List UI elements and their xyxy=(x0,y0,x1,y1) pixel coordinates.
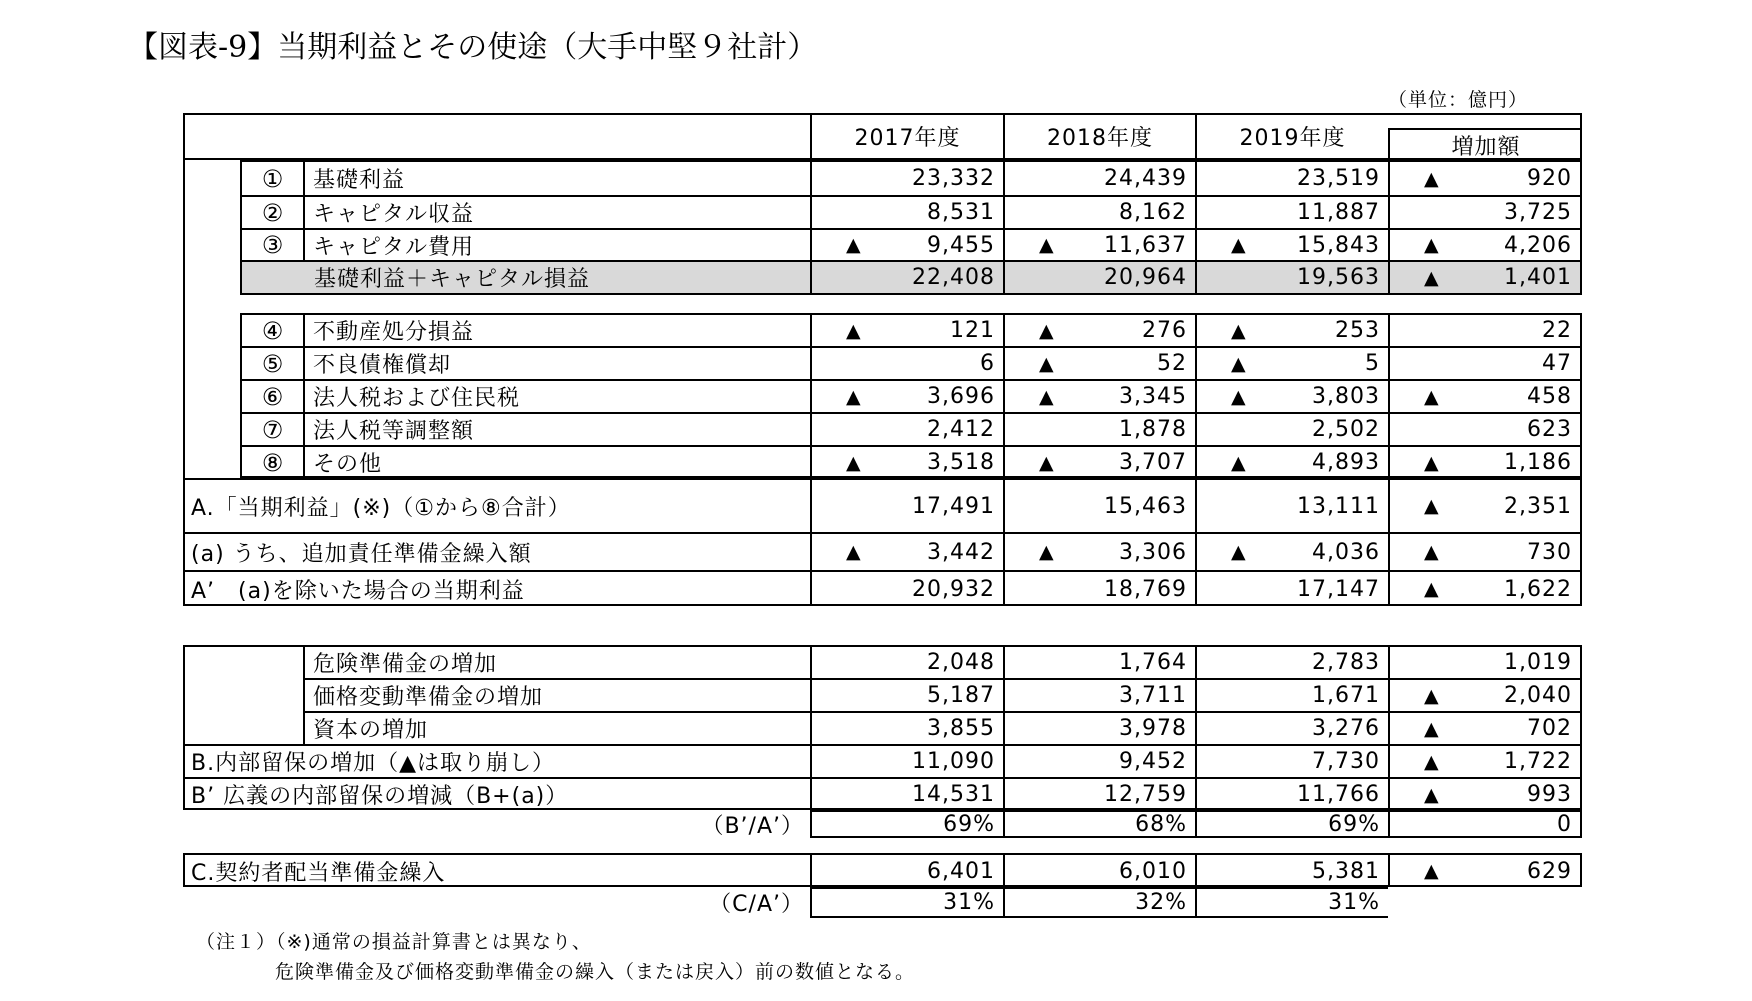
negative-mark: ▲ xyxy=(846,541,861,563)
value-text: 52 xyxy=(1157,351,1187,376)
value-cell xyxy=(1195,853,1388,887)
row-label: 不良債権償却 xyxy=(303,346,810,379)
value-cell xyxy=(1003,853,1195,887)
value-text: 32% xyxy=(1135,890,1187,915)
page-title: 【図表-9】当期利益とその使途（大手中堅９社計） xyxy=(128,30,818,65)
row-label: 法人税等調整額 xyxy=(303,412,810,445)
value-cell xyxy=(1003,777,1195,810)
row-label: 価格変動準備金の増加 xyxy=(303,678,810,711)
value-cell xyxy=(1195,744,1388,777)
value-text: 623 xyxy=(1527,417,1572,442)
value-cell xyxy=(810,160,1003,195)
value-cell xyxy=(1003,478,1195,532)
row-label: 基礎利益＋キャピタル損益 xyxy=(240,260,810,295)
value-text: 14,531 xyxy=(912,782,995,807)
row-marker: ⑥ xyxy=(240,379,303,412)
value-text: 31% xyxy=(1328,890,1380,915)
value-text: 17,491 xyxy=(912,493,995,519)
value-cell xyxy=(810,532,1003,570)
value-cell xyxy=(1388,645,1582,678)
value-text: 68% xyxy=(1135,811,1187,837)
value-text: 730 xyxy=(1527,539,1572,565)
row-label: 法人税および住民税 xyxy=(303,379,810,412)
value-cell xyxy=(1195,346,1388,379)
value-cell xyxy=(1388,228,1582,260)
value-text: 3,978 xyxy=(1119,716,1187,741)
value-cell xyxy=(1195,313,1388,346)
value-cell xyxy=(1003,313,1195,346)
negative-mark: ▲ xyxy=(1039,352,1054,375)
negative-mark: ▲ xyxy=(1231,352,1246,375)
value-cell xyxy=(1195,887,1388,918)
value-text: 31% xyxy=(943,890,995,915)
value-text: 47 xyxy=(1542,351,1572,376)
negative-mark: ▲ xyxy=(1424,495,1439,517)
value-text: 3,442 xyxy=(927,539,995,565)
value-cell xyxy=(1003,887,1195,918)
value-cell xyxy=(810,711,1003,744)
value-cell xyxy=(1388,379,1582,412)
row-marker: ⑦ xyxy=(240,412,303,445)
value-text: 15,463 xyxy=(1104,493,1187,519)
value-cell xyxy=(1388,412,1582,445)
value-text: 1,878 xyxy=(1119,417,1187,442)
value-cell xyxy=(810,645,1003,678)
value-cell xyxy=(810,478,1003,532)
value-cell xyxy=(1003,195,1195,228)
value-cell xyxy=(810,260,1003,295)
value-text: 3,345 xyxy=(1119,384,1187,409)
value-text: 5,187 xyxy=(927,683,995,708)
row-label: キャピタル費用 xyxy=(303,228,810,260)
value-text: 1,722 xyxy=(1504,749,1572,774)
negative-mark: ▲ xyxy=(1424,385,1439,408)
value-text: 1,671 xyxy=(1312,683,1380,708)
value-cell xyxy=(1388,160,1582,195)
negative-mark: ▲ xyxy=(1039,234,1054,256)
negative-mark: ▲ xyxy=(1424,541,1439,563)
value-cell xyxy=(1195,777,1388,810)
value-text: 1,622 xyxy=(1504,576,1572,602)
value-text: 1,019 xyxy=(1504,650,1572,675)
ratio-label: （C/A’） xyxy=(709,892,804,917)
row-label: (a) うち、追加責任準備金繰入額 xyxy=(183,532,810,570)
value-text: 993 xyxy=(1527,782,1572,807)
negative-mark: ▲ xyxy=(1424,717,1439,740)
value-text: 4,893 xyxy=(1312,450,1380,475)
value-text: 11,887 xyxy=(1297,200,1380,225)
value-cell xyxy=(1195,412,1388,445)
value-cell xyxy=(810,744,1003,777)
value-text: 11,766 xyxy=(1297,782,1380,807)
header-4: 増加額 xyxy=(1388,128,1582,160)
negative-mark: ▲ xyxy=(846,234,861,256)
value-cell xyxy=(1003,445,1195,478)
value-cell xyxy=(1195,260,1388,295)
value-text: 6,010 xyxy=(1119,858,1187,884)
value-cell xyxy=(1195,645,1388,678)
value-text: 2,783 xyxy=(1312,650,1380,675)
value-text: 17,147 xyxy=(1297,576,1380,602)
row-marker: ② xyxy=(240,195,303,228)
negative-mark: ▲ xyxy=(1424,266,1439,289)
value-cell xyxy=(1195,379,1388,412)
negative-mark: ▲ xyxy=(1424,451,1439,474)
value-cell xyxy=(810,777,1003,810)
negative-mark: ▲ xyxy=(846,385,861,408)
value-cell xyxy=(1003,678,1195,711)
header-2: 2018年度 xyxy=(1003,113,1195,160)
row-label: 危険準備金の増加 xyxy=(303,645,810,678)
negative-mark: ▲ xyxy=(1424,783,1439,806)
value-cell xyxy=(1195,678,1388,711)
value-cell xyxy=(1003,346,1195,379)
value-text: 9,455 xyxy=(927,232,995,258)
row-marker: ⑧ xyxy=(240,445,303,478)
value-cell xyxy=(1388,678,1582,711)
value-cell xyxy=(810,678,1003,711)
value-text: 3,276 xyxy=(1312,716,1380,741)
row-label: キャピタル収益 xyxy=(303,195,810,228)
value-cell xyxy=(1195,160,1388,195)
value-text: 3,306 xyxy=(1119,539,1187,565)
value-cell xyxy=(1003,570,1195,606)
value-text: 6 xyxy=(980,351,995,376)
value-cell xyxy=(1388,260,1582,295)
value-cell xyxy=(1388,810,1582,838)
value-text: 1,764 xyxy=(1119,650,1187,675)
value-cell xyxy=(810,379,1003,412)
row-marker: ① xyxy=(240,160,303,195)
value-text: 7,730 xyxy=(1312,749,1380,774)
value-text: 20,932 xyxy=(912,576,995,602)
negative-mark: ▲ xyxy=(1424,234,1439,256)
value-text: 3,803 xyxy=(1312,384,1380,409)
row-marker: ⑤ xyxy=(240,346,303,379)
value-cell xyxy=(1388,478,1582,532)
value-text: 3,707 xyxy=(1119,450,1187,475)
unit-label: （単位：億円） xyxy=(1388,89,1529,111)
row-label: A.「当期利益」(※)（①から⑧合計） xyxy=(183,478,810,532)
value-cell xyxy=(1003,711,1195,744)
value-text: 13,111 xyxy=(1297,493,1380,519)
value-text: 69% xyxy=(943,811,995,837)
value-text: 23,519 xyxy=(1297,166,1380,191)
group2-left xyxy=(183,313,240,478)
row-marker: ④ xyxy=(240,313,303,346)
value-text: 702 xyxy=(1527,716,1572,741)
value-text: 5,381 xyxy=(1312,858,1380,884)
note-1: （注１）（※)通常の損益計算書とは異なり、 xyxy=(196,931,592,953)
group-gap xyxy=(183,295,240,313)
value-cell xyxy=(810,853,1003,887)
value-cell xyxy=(1003,412,1195,445)
note-2: 危険準備金及び価格変動準備金の繰入（または戻入）前の数値となる。 xyxy=(275,961,916,983)
value-text: 253 xyxy=(1335,318,1380,343)
value-cell xyxy=(1195,711,1388,744)
row-label: その他 xyxy=(303,445,810,478)
negative-mark: ▲ xyxy=(1424,167,1439,190)
value-text: 920 xyxy=(1527,166,1572,191)
value-text: 11,090 xyxy=(912,749,995,774)
negative-mark: ▲ xyxy=(1231,234,1246,256)
value-text: 4,036 xyxy=(1312,539,1380,565)
value-text: 3,696 xyxy=(927,384,995,409)
value-text: 15,843 xyxy=(1297,232,1380,258)
value-text: 24,439 xyxy=(1104,166,1187,191)
value-text: 8,162 xyxy=(1119,200,1187,225)
value-cell xyxy=(1003,379,1195,412)
value-cell xyxy=(1003,645,1195,678)
value-text: 18,769 xyxy=(1104,576,1187,602)
value-cell xyxy=(1003,744,1195,777)
value-text: 2,351 xyxy=(1504,493,1572,519)
value-cell xyxy=(1195,195,1388,228)
value-cell xyxy=(1388,711,1582,744)
negative-mark: ▲ xyxy=(1231,541,1246,563)
value-cell xyxy=(810,810,1003,838)
negative-mark: ▲ xyxy=(1424,750,1439,773)
value-text: 9,452 xyxy=(1119,749,1187,774)
negative-mark: ▲ xyxy=(1231,451,1246,474)
value-text: 458 xyxy=(1527,384,1572,409)
value-text: 2,502 xyxy=(1312,417,1380,442)
value-text: 23,332 xyxy=(912,166,995,191)
value-text: 22 xyxy=(1542,318,1572,343)
value-text: 121 xyxy=(950,318,995,343)
value-text: 20,964 xyxy=(1104,265,1187,290)
negative-mark: ▲ xyxy=(1039,451,1054,474)
value-cell xyxy=(1388,346,1582,379)
value-cell xyxy=(1388,313,1582,346)
value-text: 1,186 xyxy=(1504,450,1572,475)
value-cell xyxy=(1195,532,1388,570)
value-text: 2,412 xyxy=(927,417,995,442)
negative-mark: ▲ xyxy=(1039,541,1054,563)
negative-mark: ▲ xyxy=(1231,385,1246,408)
value-cell xyxy=(1388,445,1582,478)
value-cell xyxy=(810,887,1003,918)
row-label: A’ (a)を除いた場合の当期利益 xyxy=(183,570,810,606)
value-cell xyxy=(1388,195,1582,228)
value-text: 0 xyxy=(1557,811,1572,837)
value-cell xyxy=(810,570,1003,606)
value-cell xyxy=(1003,532,1195,570)
row-label: 不動産処分損益 xyxy=(303,313,810,346)
value-text: 12,759 xyxy=(1104,782,1187,807)
value-text: 1,401 xyxy=(1504,265,1572,290)
value-cell xyxy=(1003,228,1195,260)
value-cell xyxy=(810,228,1003,260)
row-label: B.内部留保の増加（▲は取り崩し） xyxy=(183,744,810,777)
value-cell xyxy=(1388,853,1582,887)
value-cell xyxy=(1195,478,1388,532)
value-text: 5 xyxy=(1365,351,1380,376)
value-text: 2,040 xyxy=(1504,683,1572,708)
value-text: 11,637 xyxy=(1104,232,1187,258)
value-cell xyxy=(1003,810,1195,838)
row-label: C.契約者配当準備金繰入 xyxy=(183,853,810,887)
value-cell xyxy=(810,445,1003,478)
value-cell xyxy=(1195,570,1388,606)
negative-mark: ▲ xyxy=(1424,860,1439,882)
value-cell xyxy=(1195,810,1388,838)
row-label: B’ 広義の内部留保の増減（B+(a)） xyxy=(183,777,810,810)
value-cell xyxy=(1003,160,1195,195)
row-label: 基礎利益 xyxy=(303,160,810,195)
value-text: 8,531 xyxy=(927,200,995,225)
value-text: 3,855 xyxy=(927,716,995,741)
negative-mark: ▲ xyxy=(846,451,861,474)
value-cell xyxy=(1195,228,1388,260)
value-cell xyxy=(810,346,1003,379)
value-text: 19,563 xyxy=(1297,265,1380,290)
value-text: 22,408 xyxy=(912,265,995,290)
value-cell xyxy=(1388,744,1582,777)
negative-mark: ▲ xyxy=(1424,578,1439,600)
negative-mark: ▲ xyxy=(1039,385,1054,408)
value-cell xyxy=(810,412,1003,445)
row-label: 資本の増加 xyxy=(303,711,810,744)
value-text: 3,711 xyxy=(1119,683,1187,708)
value-text: 69% xyxy=(1328,811,1380,837)
row-marker: ③ xyxy=(240,228,303,260)
value-cell xyxy=(1388,532,1582,570)
negative-mark: ▲ xyxy=(1424,684,1439,707)
value-cell xyxy=(810,313,1003,346)
value-text: 3,725 xyxy=(1504,200,1572,225)
value-cell xyxy=(1003,260,1195,295)
value-text: 2,048 xyxy=(927,650,995,675)
header-3: 2019年度 xyxy=(1195,113,1388,160)
value-cell xyxy=(810,195,1003,228)
value-text: 629 xyxy=(1527,858,1572,884)
negative-mark: ▲ xyxy=(846,319,861,342)
negative-mark: ▲ xyxy=(1039,319,1054,342)
header-1: 2017年度 xyxy=(810,113,1003,160)
ratio-label: （B’/A’） xyxy=(701,813,804,838)
value-cell xyxy=(1388,777,1582,810)
negative-mark: ▲ xyxy=(1231,319,1246,342)
value-text: 3,518 xyxy=(927,450,995,475)
value-cell xyxy=(1388,570,1582,606)
value-text: 276 xyxy=(1142,318,1187,343)
value-text: 6,401 xyxy=(927,858,995,884)
value-cell xyxy=(1195,445,1388,478)
value-text: 4,206 xyxy=(1504,232,1572,258)
